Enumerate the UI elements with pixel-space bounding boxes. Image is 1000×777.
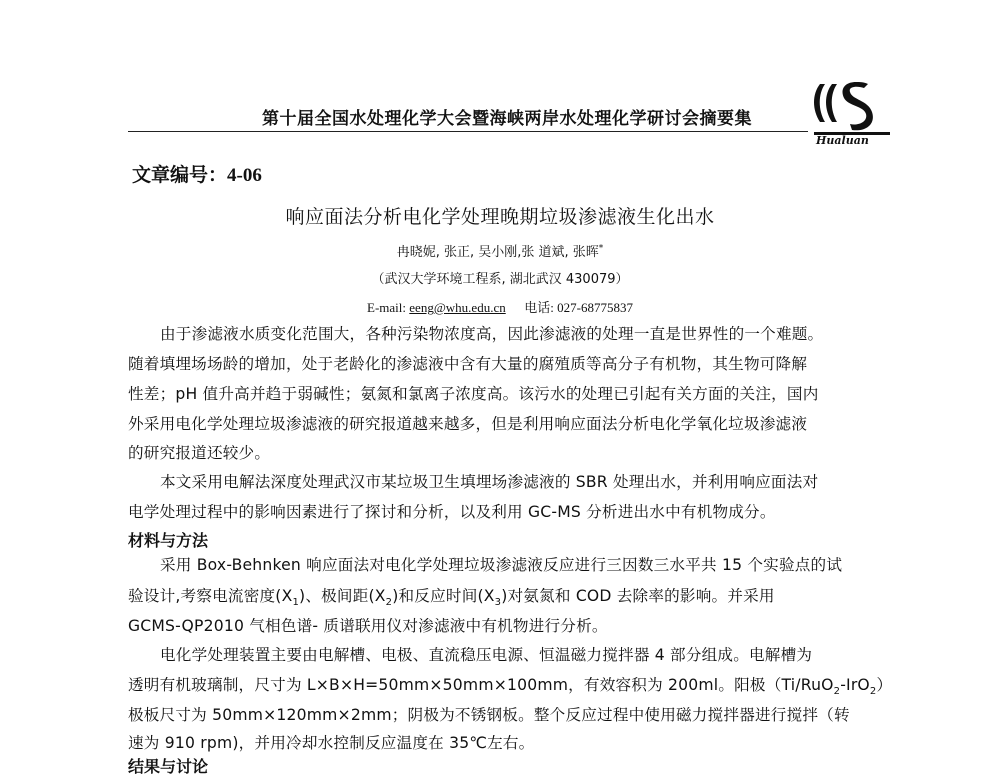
paragraph-line: 外采用电化学处理垃圾渗滤液的研究报道越来越多，但是利用响应面法分析电化学氧化垃圾渗滤液	[128, 415, 808, 433]
paragraph-line: 电学处理过程中的影响因素进行了探讨和分析，以及利用 GC-MS 分析进出水中有机物成分。	[128, 503, 776, 521]
affiliation: （武汉大学环境工程系, 湖北武汉 430079）	[371, 272, 629, 287]
email-label: E-mail:	[367, 300, 407, 315]
paragraph-line: 随着填埋场场龄的增加，处于老龄化的渗滤液中含有大量的腐殖质等高分子有机物，其生物可降解	[128, 355, 808, 373]
phone-label: 电话:	[524, 300, 554, 315]
paragraph-line: 速为 910 rpm)，并用冷却水控制反应温度在 35℃左右。	[128, 734, 535, 752]
paper-title: 响应面法分析电化学处理晚期垃圾渗滤液生化出水	[285, 206, 715, 228]
paragraph-line: 的研究报道还较少。	[128, 444, 271, 462]
contact-line	[0, 297, 1000, 316]
paragraph-line: 电化学处理装置主要由电解槽、电极、直流稳压电源、恒温磁力搅拌器 4 部分组成。电解槽为	[160, 646, 813, 664]
phone-value: 027-68775837	[557, 300, 633, 315]
article-number	[132, 160, 262, 187]
paragraph-line: 验设计,考察电流密度$(X_1)$、极间距$(X_2)$和反应时间$(X_3)$对氨氮和 COD 去除率的影响。并采用	[128, 587, 775, 609]
section-heading-methods: 材料与方法	[128, 531, 209, 550]
conference-logo	[812, 80, 892, 146]
authors	[0, 241, 1000, 260]
corresponding-mark: *	[598, 243, 604, 254]
proceedings-title: 第十届全国水处理化学大会暨海峡两岸水处理化学研讨会摘要集	[262, 109, 752, 129]
paragraph-line: 性差；pH 值升高并趋于弱碱性；氨氮和氯离子浓度高。该污水的处理已引起有关方面的关注，国内	[128, 385, 819, 403]
paragraph-line: GCMS-QP2010 气相色谱- 质谱联用仪对渗滤液中有机物进行分析。	[128, 617, 608, 635]
paragraph-line: 由于渗滤液水质变化范围大，各种污染物浓度高，因此渗滤液的处理一直是世界性的一个难题。	[160, 325, 824, 343]
paragraph-line: 极板尺寸为 50mm×120mm×2mm；阴极为不锈钢板。整个反应过程中使用磁力搅拌器进行搅拌（转	[128, 706, 850, 724]
section-heading-results: 结果与讨论	[128, 757, 209, 776]
article-number-value: 4-06	[227, 165, 262, 186]
email-link[interactable]: eeng@whu.edu.cn	[409, 300, 506, 315]
author-list: 冉晓妮, 张正, 吴小刚,张 道斌, 张晖	[396, 245, 599, 260]
paragraph-line: 本文采用电解法深度处理武汉市某垃圾卫生填埋场渗滤液的 SBR 处理出水，并利用响应面法对	[160, 473, 819, 491]
logo-text: Hualuan	[816, 134, 869, 147]
article-number-label: 文章编号：	[132, 164, 228, 186]
paragraph-line: 采用 Box-Behnken 响应面法对电化学处理垃圾渗滤液反应进行三因数三水平共 15 个实验点的试	[160, 556, 843, 574]
paragraph-line: 透明有机玻璃制，尺寸为 L×B×H=50mm×50mm×100mm，有效容积为 200ml。阳极（Ti/RuO$_2$-IrO$_2$）	[128, 676, 893, 698]
header-rule	[128, 131, 808, 132]
